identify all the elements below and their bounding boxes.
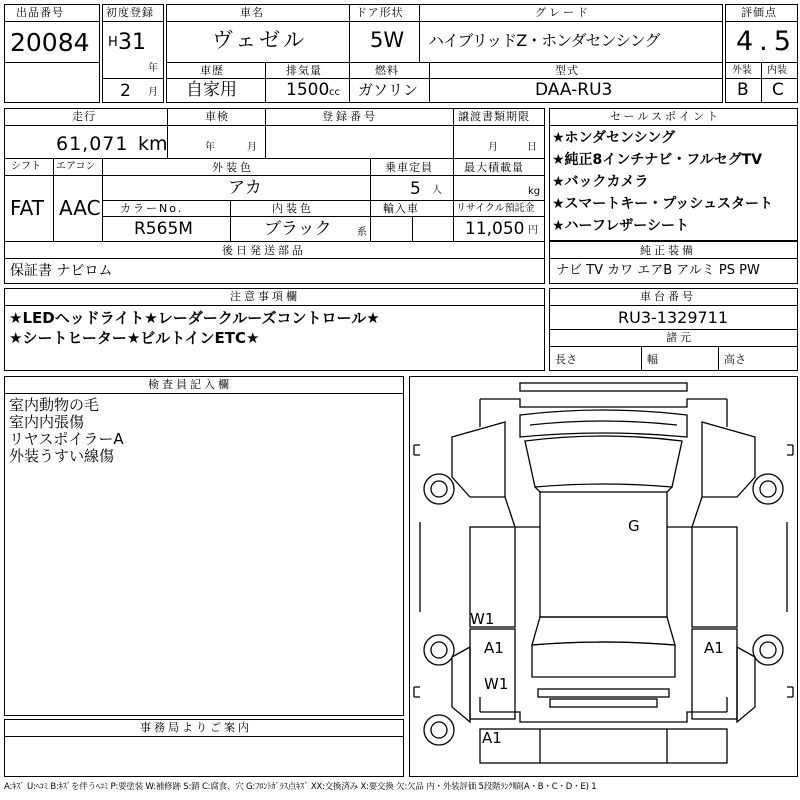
shift-value: FAT (10, 196, 45, 220)
shift-label: シフト (11, 161, 41, 172)
chassis-number: RU3-1329711 (618, 308, 729, 327)
equipment-label: 純正装備 (640, 244, 696, 257)
front-right-wheel (753, 474, 783, 504)
overall-score: 4.5 (736, 26, 797, 57)
first-registration-label: 初度登録 (106, 6, 154, 19)
rear-left-wheel (424, 635, 454, 665)
car-name: ヴェゼル (212, 28, 308, 52)
displacement-value: 1500 (286, 80, 330, 100)
mileage-label: 走行 (72, 110, 96, 123)
grade-value: ハイブリッドZ・ホンダセンシング (428, 31, 660, 50)
sales-points-label: セールスポイント (610, 110, 722, 123)
damage-mark-right-quarter: A1 (704, 639, 724, 657)
rear-window (532, 617, 675, 645)
ac-value: AAC (59, 196, 101, 220)
height-label: 高さ (724, 353, 746, 366)
color-number-label: カラーNo. (120, 202, 184, 215)
equipment-value: ナビ TV カワ エアB アルミ PS PW (556, 263, 760, 278)
inspector-line: 外装うすい線傷 (9, 447, 115, 465)
model-value: DAA-RU3 (535, 80, 613, 100)
month-unit: 月 (148, 87, 158, 98)
grade-label: グレード (535, 6, 591, 19)
car-name-label: 車名 (240, 6, 264, 19)
right-front-door (692, 527, 737, 627)
later-parts-label: 後日発送部品 (222, 244, 306, 257)
sales-point-item: ★ホンダセンシング (552, 130, 676, 146)
damage-mark-left-rear: W1 (484, 675, 509, 693)
inspection-year-unit: 年 (205, 142, 215, 153)
inspector-line: リヤスポイラーA (9, 430, 124, 448)
history-label: 車歴 (200, 64, 224, 77)
office-label: 事務局よりご案内 (140, 721, 252, 734)
exterior-grade: B (737, 80, 749, 100)
chassis-label: 車台番号 (640, 290, 696, 303)
rear-hatch (532, 642, 675, 677)
later-parts-value: 保証書 ナビロム (10, 263, 113, 279)
displacement-label: 排気量 (286, 64, 322, 77)
color-number: R565M (134, 219, 193, 239)
inspector-line: 室内内張傷 (9, 413, 85, 431)
registration-year: 31 (118, 30, 146, 55)
mileage-value: 61,071 (56, 133, 129, 155)
max-load-unit: kg (528, 186, 541, 197)
capacity-unit: 人 (432, 185, 442, 196)
recycle-unit: 円 (528, 225, 538, 236)
recycle-value: 11,050 (465, 219, 525, 239)
capacity-label: 乗車定員 (385, 161, 433, 174)
lot-number-label: 出品番号 (16, 6, 64, 19)
inspector-line: 室内動物の毛 (9, 396, 100, 414)
displacement-unit: cc (329, 87, 340, 98)
inspection-month-unit: 月 (247, 142, 257, 153)
model-label: 型式 (555, 64, 579, 77)
rear-bumper-lower (550, 699, 657, 707)
left-front-fender (452, 422, 505, 497)
front-edge (480, 399, 727, 407)
spare-wheel (424, 715, 454, 745)
door-value: 5W (370, 28, 405, 52)
history-value: 自家用 (186, 80, 237, 100)
exterior-color: アカ (228, 178, 262, 198)
capacity-value: 5 (410, 179, 421, 199)
fuel-value: ガソリン (358, 81, 419, 99)
notes-line: ★シートヒーター★ビルトインETC★ (9, 329, 260, 347)
recycle-label: リサイクル預託金 (456, 203, 535, 214)
score-label: 評価点 (741, 6, 777, 19)
sales-point-item: ★純正8インチナビ・フルセグTV (552, 152, 763, 168)
era-letter: H (108, 35, 118, 50)
interior-grade-label: 内装 (767, 65, 787, 76)
sales-point-item: ★バックカメラ (552, 174, 649, 190)
lot-number: 20084 (10, 28, 90, 57)
exterior-grade-label: 外装 (732, 65, 752, 76)
inspector-label: 検査員記入欄 (148, 378, 232, 391)
right-rear-quarter (737, 647, 755, 722)
damage-mark-windshield: G (628, 517, 640, 535)
interior-color: ブラック (264, 219, 332, 239)
notes-label: 注意事項欄 (230, 290, 300, 303)
transfer-day-unit: 日 (527, 142, 537, 153)
max-load-label: 最大積載量 (464, 161, 524, 174)
damage-legend: A:ｷｽﾞ U:ﾍｺﾐ B:ｷｽﾞを伴うﾍｺﾐ P:要塗装 W:補修跡 S:錆 C:腐食、穴 G:ﾌﾛﾝﾄｶﾞﾗｽ点ｷｽﾞ XX:交換済み X:要交換 欠:欠品 内・外装評価 5段階ﾗﾝｸ順(A・B・C・D・E) 1 (4, 782, 597, 792)
import-label: 輸入車 (383, 202, 419, 215)
fuel-label: 燃料 (375, 64, 399, 77)
right-front-fender (702, 422, 755, 497)
sales-point-item: ★スマートキー・プッシュスタート (552, 196, 774, 212)
interior-color-label: 内装色 (272, 202, 314, 215)
year-unit: 年 (148, 63, 158, 74)
interior-grade: C (772, 80, 784, 100)
transfer-month-unit: 月 (488, 142, 498, 153)
rear-bumper-top (538, 689, 669, 697)
car-diagram (409, 376, 798, 777)
registration-number-label: 登録番号 (322, 110, 378, 123)
ac-label: エアコン (56, 161, 96, 172)
left-rear-quarter (452, 647, 470, 722)
registration-month: 2 (120, 81, 131, 101)
door-label: ドア形状 (356, 6, 404, 19)
windshield (525, 436, 682, 487)
sales-point-item: ★ハーフレザーシート (552, 218, 690, 234)
dimensions-label: 諸元 (666, 331, 694, 344)
inspection-label: 車検 (205, 110, 229, 123)
damage-mark-left-door: W1 (470, 610, 495, 628)
width-label: 幅 (647, 353, 658, 366)
front-bumper (520, 383, 687, 391)
damage-mark-left-quarter: A1 (484, 639, 504, 657)
roof (540, 492, 667, 617)
notes-line: ★LEDヘッドライト★レーダークルーズコントロール★ (9, 309, 380, 327)
rear-right-wheel (753, 635, 783, 665)
mileage-unit: km (138, 133, 168, 155)
exterior-color-label: 外装色 (212, 161, 254, 174)
underbody-panel (480, 729, 727, 763)
length-label: 長さ (555, 353, 577, 366)
front-left-wheel (424, 474, 454, 504)
transfer-deadline-label: 譲渡書類期限 (458, 110, 530, 123)
damage-mark-spare: A1 (482, 729, 502, 747)
interior-color-suffix: 系 (357, 227, 367, 238)
